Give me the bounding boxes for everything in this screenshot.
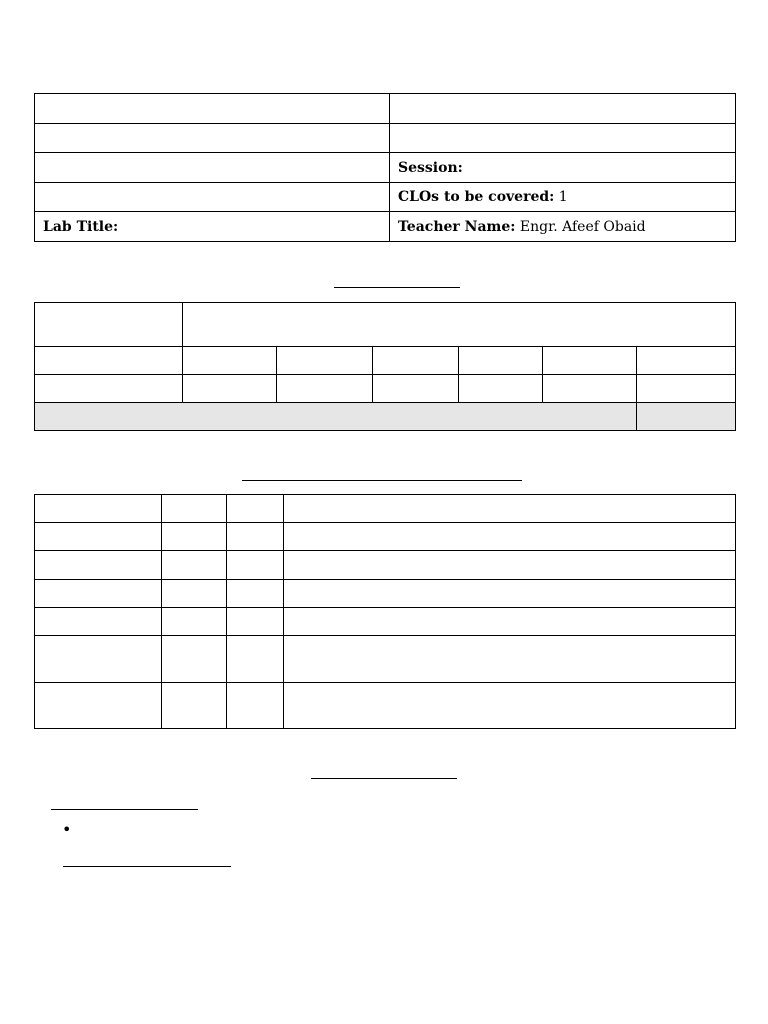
rubric-cell: [227, 523, 284, 551]
rubric-cell: [227, 636, 284, 683]
session-cell: [390, 153, 736, 183]
info-cell: [390, 124, 736, 153]
rubric-cell: [227, 580, 284, 608]
rubric-cell: [35, 551, 162, 580]
rubric-cell: [162, 608, 227, 636]
clos-cell: [390, 183, 736, 212]
rubric-table: [34, 494, 736, 729]
bullet-point: •: [62, 820, 72, 839]
rubric-cell: [227, 495, 284, 523]
rubric-cell: [284, 495, 736, 523]
section-heading-underline: [334, 287, 460, 288]
marks-total-label-cell: [35, 403, 637, 431]
rubric-cell: [162, 551, 227, 580]
info-cell: [35, 183, 390, 212]
marks-cell: [277, 375, 373, 403]
rubric-cell: [35, 636, 162, 683]
subheading-underline: [51, 809, 198, 810]
marks-cell: [35, 347, 183, 375]
marks-cell: [35, 375, 183, 403]
rubric-cell: [284, 580, 736, 608]
marks-cell: [183, 347, 277, 375]
section-heading-underline: [311, 778, 457, 779]
info-cell: [35, 124, 390, 153]
lab-title-label: Lab Title:: [43, 218, 119, 235]
rubric-cell: [284, 636, 736, 683]
marks-cell: [459, 347, 543, 375]
rubric-cell: [227, 608, 284, 636]
rubric-cell: [35, 683, 162, 729]
marks-cell: [183, 375, 277, 403]
rubric-cell: [227, 683, 284, 729]
info-cell: [35, 94, 390, 124]
session-label: Session:: [398, 159, 463, 176]
rubric-cell: [162, 523, 227, 551]
rubric-cell: [162, 683, 227, 729]
rubric-cell: [35, 523, 162, 551]
marks-cell: [543, 375, 637, 403]
rubric-cell: [284, 608, 736, 636]
teacher-cell: [390, 212, 736, 242]
marks-total-value-cell: [637, 403, 736, 431]
marks-header-cell: [35, 303, 183, 347]
marks-cell: [277, 347, 373, 375]
marks-cell: [543, 347, 637, 375]
marks-header-span-cell: [183, 303, 736, 347]
rubric-cell: [284, 551, 736, 580]
teacher-label: Teacher Name:: [398, 218, 516, 235]
clos-label: CLOs to be covered:: [398, 189, 555, 205]
rubric-cell: [162, 636, 227, 683]
marks-cell: [459, 375, 543, 403]
teacher-value: Engr. Afeef Obaid: [519, 218, 646, 235]
marks-cell: [637, 347, 736, 375]
rubric-cell: [284, 683, 736, 729]
rubric-cell: [284, 523, 736, 551]
lab-title-cell: [35, 212, 390, 242]
rubric-cell: [162, 495, 227, 523]
marks-cell: [373, 375, 459, 403]
rubric-cell: [35, 495, 162, 523]
marks-cell: [637, 375, 736, 403]
lab-info-table: [34, 93, 736, 242]
marks-cell: [373, 347, 459, 375]
info-cell: [390, 94, 736, 124]
rubric-cell: [227, 551, 284, 580]
marks-table: [34, 302, 736, 431]
clos-value: 1: [558, 189, 568, 205]
section-heading-underline: [242, 480, 522, 481]
subheading-underline: [63, 866, 231, 867]
rubric-cell: [35, 580, 162, 608]
info-cell: [35, 153, 390, 183]
rubric-cell: [35, 608, 162, 636]
rubric-cell: [162, 580, 227, 608]
